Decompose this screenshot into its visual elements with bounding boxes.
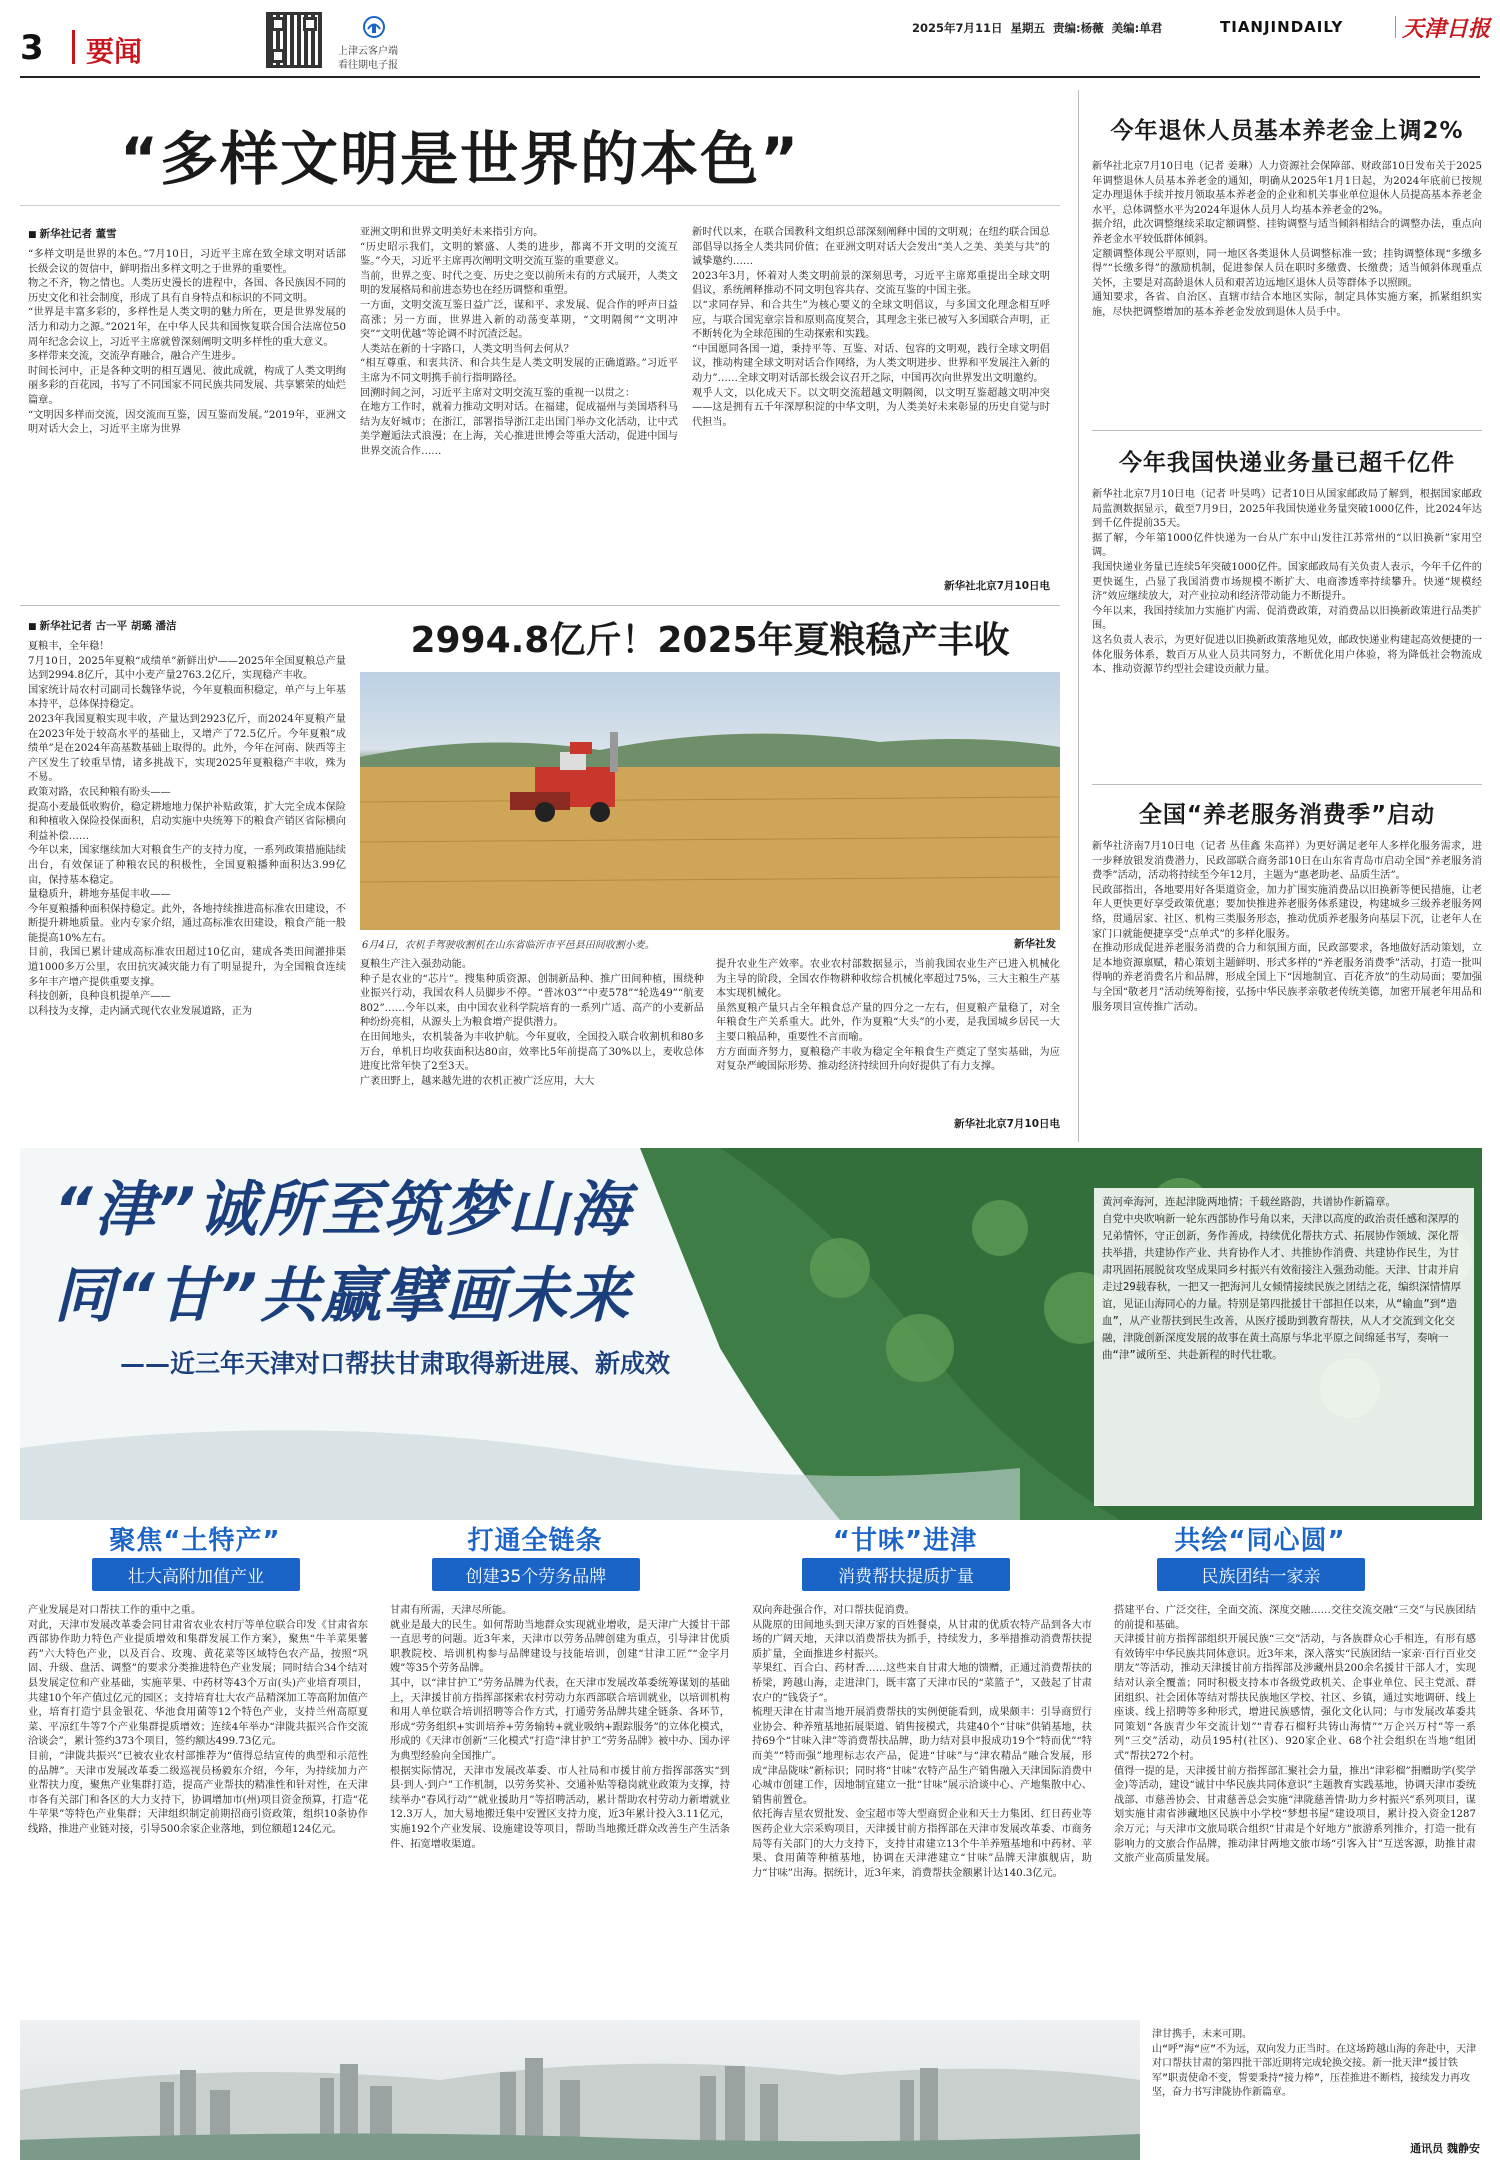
brand-divider [1395, 16, 1396, 38]
main-col-1: “多样文明是世界的本色。”7月10日，习近平主席在致全球文明对话部长级会议的贺信中，鲜明指出多样文明之于世界的重要性。 物之不齐，物之情也。人类历史漫长的进程中，各国、各民族因不同的历史文化和社会制度，形成了具有自身特点和标识的不同文明。 “世界是丰富多彩的，多样性是人类文明的魅力所在，更是世界发展的活力和动力之源。”2021年，在中华人民共和国恢复联合国合法席位50周年纪念会议上，习近平主席就曾深刻阐明文明多样性的重大意义。 多样带来交流，交流孕育融合，融合产生进步。 时间长河中，正是各种文明的相互遇见、彼此成就，构成了人类文明绚丽多彩的百花园，书写了不同国家不同民族共同发展、共享繁荣的灿烂篇章。 “文明因多样而交流，因交流而互鉴，因互鉴而发展。”2019年，亚洲文明对话大会上，习近平主席为世界 [28, 249, 346, 436]
page-header [0, 0, 1500, 76]
qr-caption-1: 上津云客户端 [338, 46, 398, 57]
express-rule [1092, 784, 1482, 785]
section-1-title: 聚焦“土特产” [109, 1526, 281, 1556]
city-photo [20, 2020, 1140, 2160]
section-2-subtitle: 创建35个劳务品牌 [432, 1558, 640, 1591]
grain-byline: ■ 新华社记者 古一平 胡璐 潘洁 [28, 618, 176, 633]
pension-body: 新华社北京7月10日电（记者 姜琳）人力资源社会保障部、财政部10日发布关于2025年调整退休人员基本养老金的通知，明确从2025年1月1日起，为2024年底前已按规定办理退休手续并按月领取基本养老金的企业和机关事业单位退休人员提高基本养老金水平，总体调整水平为2024年退休人员月人均基本养老金的2%。 据介绍，此次调整继续采取定额调整、挂钩调整与适当倾斜相结合的调整办法，重点向养老金水平较低群体倾斜。 定额调整体现公平原则，同一地区各类退休人员调整标准一致；挂钩调整体现“多缴多得”“长缴多得”的激励机制，促进参保人员在职时多缴费、长缴费；适当倾斜体现重点关怀，主要是对高龄退休人员和艰苦边远地区退休人员等群体予以照顾。 通知要求，各省、自治区、直辖市结合本地区实际，制定具体实施方案，抓紧组织实施，尽快把调整增加的基本养老金发放到退休人员手中。 [1092, 161, 1482, 318]
grain-col-1: 夏粮丰，全年稳！ 7月10日，2025年夏粮“成绩单”新鲜出炉——2025年全国夏粮总产量达到2994.8亿斤，其中小麦产量2763.2亿斤，实现稳产丰收。 国家统计局农村司副司长魏锋华说，今年夏粮面积稳定，单产与上年基本持平，总体保持稳定。 2023年我国夏粮实现丰收，产量达到2923亿斤，而2024年夏粮产量在2023年处于较高水平的基础上，又增产了72.5亿斤。今年夏粮“成绩单”是在2024年高基数基础上取得的。此外，今年在河南、陕西等主产区发生了较重旱情，诸多挑战下，实现2025年夏粮稳产丰收，殊为不易。 政策对路，农民种粮有盼头—— 提高小麦最低收购价，稳定耕地地力保护补贴政策，扩大完全成本保险和种植收入保险投保面积，启动实施中央统筹下的粮食产销区省际横向利益补偿…… 今年以来，国家继续加大对粮食生产的支持力度，一系列政策措施陆续出台，有效保证了种粮农民的积极性，全国夏粮播种面积达3.99亿亩，保持基本稳定。 量稳质升，耕地夯基促丰收—— 今年夏粮播种面积保持稳定。此外，各地持续推进高标准农田建设，不断提升耕地质量。业内专家介绍，通过高标准农田建设，粮食产能一般能提高10%左右。 目前，我国已累计建成高标准农田超过10亿亩，建成各类田间灌排渠道1000多万公里，农田抗灾减灾能力有了明显提升，为全国粮食连续多年丰产增产提供重要支撑。 科技创新，良种良机提单产—— 以科技为支撑，走内涵式现代农业发展道路，正为 [28, 641, 346, 1017]
section-2-body: 甘肃有所需，天津尽所能。 就业是最大的民生。如何帮助当地群众实现就业增收，是天津广大援甘干部一直思考的问题。近3年来，天津市以劳务品牌创建为重点，引导津甘优质职教院校、培训机构参与品牌建设与技能培训，创建“甘津工匠”“金字月嫂”等35个劳务品牌。 其中，以“津甘护工”劳务品牌为代表，在天津市发展改革委统筹谋划的基础上，天津援甘前方指挥部探索农村劳动力东西部联合培训就业，以培训机构和用人单位联合培训招聘等合作方式，打通劳务品牌共建全链条、各环节，形成“劳务组织+实训培养+劳务输转+就业吸纳+跟踪服务”的立体化模式，形成的《天津市创新“三化模式”打造“津甘护工”劳务品牌》被中办、国办评为典型经验向全国推广。 根据实际情况，天津市发展改革委、市人社局和市援甘前方指挥部落实“到县·到人·到户”工作机制，以劳务奖补、交通补贴等稳岗就业政策为支撑，持续举办“春风行动”“就业援助月”等招聘活动，累计帮助农村劳动力新增就业12.3万人，加大易地搬迁集中安置区支持力度，近3年累计投入3.11亿元，实施192个产业发展、设施建设等项目，帮助当地搬迁群众改善生产生活条件、拓宽增收渠道。 [390, 1605, 730, 1850]
grain-col-2: 夏粮生产注入强劲动能。 种子是农业的“芯片”。搜集种质资源、创制新品种、推广田间种植，围绕种业振兴行动，我国农科人员脚步不停。“普冰03”“中麦578”“轮选49”“航麦802”……今年以来，由中国农业科学院培育的一系列广适、高产的小麦新品种纷纷亮相，从源头上为粮食增产提供潜力。 在田间地头，农机装备为丰收护航。今年夏收，全国投入联合收割机和80多万台，单机日均收获面积达80亩，效率比5年前提高了30%以上，麦收总体进度比常年快了2至3天。 广袤田野上，越来越先进的农机正被广泛应用，大大 [360, 959, 704, 1087]
photo-credit: 新华社发 [1014, 938, 1056, 950]
main-article-title: “多样文明是世界的本色” [120, 125, 801, 193]
feature-closing: 津甘携手，未来可期。 山“呼”海“应”不为远，双向发力正当时。在这场跨越山海的奔赴中，天津对口帮扶甘肃的第四批干部近期将完成轮换交接。新一批天津“援甘铁军”职责使命不变，誓要秉持“接力棒”，压茬推进不断档，接续发力再攻坚，奋力书写津陇协作新篇章。 [1152, 2029, 1477, 2098]
pension-rule [1092, 430, 1482, 431]
main-col-2: 亚洲文明和世界文明美好未来指引方向。 “历史昭示我们，文明的繁盛、人类的进步，都离不开文明的交流互鉴。”今天，习近平主席再次阐明文明交流互鉴的重要意义。 当前，世界之变、时代之变、历史之变以前所未有的方式展开，人类文明的发展格局和前进态势也在经历调整和重塑。 一方面，文明交流互鉴日益广泛，谋和平、求发展、促合作的呼声日益高涨；另一方面，世界进入新的动荡变革期，“文明隔阂”“文明冲突”“文明优越”等论调不时沉渣泛起。 人类站在新的十字路口，人类文明当何去何从？ “相互尊重、和衷共济、和合共生是人类文明发展的正确道路。”习近平主席为不同文明携手前行指明路径。 回溯时间之河，习近平主席对文明交流互鉴的重视一以贯之： 在地方工作时，就着力推动文明对话。在福建，促成福州与美国塔科马结为友好城市；在浙江，部署指导浙江走出国门举办文化活动，让中式美学邂逅法式浪漫；在上海，关心推进世博会等重大活动，促进中国与世界交流合作…… [360, 227, 678, 457]
section-1-subtitle: 壮大高附加值产业 [92, 1558, 300, 1591]
main-bottom-rule [20, 605, 1060, 606]
qr-code[interactable] [266, 12, 322, 68]
feature-headline-1: “津”诚所至筑梦山海 [54, 1175, 632, 1245]
grain-title: 2994.8亿斤！2025年夏粮稳产丰收 [410, 620, 1010, 661]
header-rule [20, 76, 1480, 78]
section-4-title: 共绘“同心圆” [1174, 1526, 1346, 1556]
grain-dateline: 新华社北京7月10日电 [954, 1118, 1060, 1130]
section-name: 要闻 [86, 35, 143, 68]
express-body: 新华社北京7月10日电（记者 叶昊鸣）记者10日从国家邮政局了解到，根据国家邮政局监测数据显示，截至7月9日，2025年我国快递业务量突破1000亿件，比2024年达到千亿件提前35天。 据了解，今年第1000亿件快递为一台从广东中山发往江苏常州的“以旧换新”家用空调。 我国快递业务量已连续5年突破1000亿件。国家邮政局有关负责人表示，今年千亿件的更快诞生，凸显了我国消费市场规模不断扩大、电商渗透率持续攀升。快递“规模经济”效应继续放大，对产业拉动和经济带动能力不断提升。 今年以来，我国持续加力实施扩内需、促消费政策，对消费品以旧换新政策进行品类扩围。 这名负责人表示，为更好促进以旧换新政策落地见效，邮政快递业构建起高效便捷的一体化服务体系，数百万从业人员共同努力，不断优化用户体验，将为降低社会物流成本、推动资源节约型社会建设贡献力量。 [1092, 489, 1482, 676]
page-number-divider [72, 30, 75, 64]
feature-headline-2: 同“甘”共赢擘画未来 [54, 1261, 632, 1331]
feature-reporter: 通讯员 魏静安 [1410, 2142, 1480, 2155]
main-title-rule [20, 205, 1060, 206]
main-col-3: 新时代以来，在联合国教科文组织总部深刻阐释中国的文明观；在纽约联合国总部倡导以扬全人类共同价值；在亚洲文明对话大会发出“美人之美、美美与共”的诚挚邀约…… 2023年3月，怀着对人类文明前景的深刻思考，习近平主席郑重提出全球文明倡议，系统阐释推动不同文明包容共存、交流互鉴的中国主张。 以“求同存异、和合共生”为核心要义的全球文明倡议，与多国文化理念相互呼应，与联合国宪章宗旨和原则高度契合，其理念主张已被写入多国联合声明，正不断转化为全球范围的生动探索和实践。 “中国愿同各国一道，秉持平等、互鉴、对话、包容的文明观，践行全球文明倡议，推动构建全球文明对话合作网络，为人类文明进步、世界和平发展注入新的动力”……全球文明对话部长级会议召开之际，中国再次向世界发出文明邀约。 观乎人文，以化成天下。以文明交流超越文明隔阂，以文明互鉴超越文明冲突——这是拥有五千年深厚积淀的中华文明，为人类美好未来彰显的历史自觉与时代担当。 [692, 227, 1050, 428]
right-column-divider [1078, 90, 1079, 1142]
section-1-body: 产业发展是对口帮扶工作的重中之重。 对此，天津市发展改革委会同甘肃省农业农村厅等单位联合印发《甘肃省东西部协作助力特色产业提质增效和集群发展工作方案》，聚焦“牛羊菜果薯药”六大特色产业，以及百合、玫瑰、黄花菜等区域特色农产品，按照“巩固、升级、盘活、调整”的要求分类推进特色产业发展；同时结合34个结对县发展定位和产业基础，实施苹果、中药材等43个万亩(头)产业培育项目，共建10个年产值过亿元的园区；支持培育壮大农产品精深加工等高附加值产业，培育打造宁县金银花、华池食用菌等12个特色产业，支持兰州高原夏菜、平凉红牛等7个产业集群提质增效；连续4年举办“津陇共振兴合作交流洽谈会”，累计签约373个项目，签约额达499.73亿元。 目前，“津陇共振兴”已被农业农村部推荐为“值得总结宣传的典型和示范性的品牌”。天津市发展改革委二级巡视员杨毅东介绍，今年，为持续加力产业帮扶力度，聚焦产业集群打造，提高产业帮扶的精准性和针对性，在天津市各有关部门和各区的大力支持下，协调增加市(州)项目资金预算，打造“花牛苹果”等特色产业集群；天津组织制定前期招商引资政策，组织10条协作线路，推进产业链对接，引导500余家企业落地，到位额超124亿元。 [28, 1605, 368, 1835]
harvest-photo [360, 672, 1060, 930]
elderly-body: 新华社济南7月10日电（记者 丛佳鑫 朱高祥）为更好满足老年人多样化服务需求，进一步释放银发消费潜力，民政部联合商务部10日在山东省青岛市启动全国“养老服务消费季”活动，活动将持续至今年12月，主题为“惠老助老、品质生活”。 民政部指出，各地要用好各渠道资金，加力扩围实施消费品以旧换新等便民措施，让老年人更快更好享受政策优惠；要加快推进养老服务体系建设，构建城乡三级养老服务网络，贯通居家、社区、机构三类服务形态，推动优质养老服务向基层下沉，让老年人在家门口就能便捷享受“点单式”的多样化服务。 在推动形成促进养老服务消费的合力和氛围方面，民政部要求，各地做好活动策划，立足本地资源禀赋，精心策划主题鲜明、形式多样的“养老服务消费季”活动，打造一批叫得响的养老消费名片和品牌，形成全国上下“因地制宜、百花齐放”的生动局面；要加强与全国“敬老月”活动统筹衔接，弘扬中华民族孝亲敬老传统美德，加密开展老年用品和服务项目宣传推广活动。 [1092, 841, 1482, 1013]
section-3-title: “甘味”进津 [832, 1526, 978, 1556]
pension-title: 今年退休人员基本养老金上调2% [1110, 118, 1464, 144]
section-4-subtitle: 民族团结一家亲 [1157, 1558, 1365, 1591]
elderly-title: 全国“养老服务消费季”启动 [1138, 802, 1436, 828]
main-dateline: 新华社北京7月10日电 [944, 580, 1050, 592]
express-title: 今年我国快递业务量已超千亿件 [1119, 450, 1455, 476]
feature-subheadline: ——近三年天津对口帮扶甘肃取得新进展、新成效 [120, 1349, 671, 1378]
section-3-subtitle: 消费帮扶提质扩量 [802, 1558, 1010, 1591]
date-line: 2025年7月11日 星期五 责编:杨薇 美编:单君 [912, 21, 1163, 35]
section-4-body: 搭建平台、广泛交往，全面交流、深度交融……交往交流交融“三交”与民族团结的前提和基础。 天津援甘前方指挥部组织开展民族“三交”活动，与各族群众心手相连，有形有感有效铸牢中华民族共同体意识。近3年来，深入落实“民族团结一家亲·百行百业交朋友”等活动，推动天津援甘前方指挥部及涉藏州县200余名援甘干部人才，实现结对认亲全覆盖；同时积极支持本市各级党政机关、企事业单位、民主党派、群团组织、社会团体等结对帮扶民族地区学校、社区、乡镇，通过实地调研、线上座谈、线上招聘等多种形式，增进民族感情，强化文化认同；与市发展改革委共同策划“各族青少年交流计划”“青春石榴籽共铸山海情”“万企兴万村”等一系列“三交”活动，动员195村(社区)、920家企业、68个社会组织在当地“组团式”帮扶272个村。 值得一提的是，天津援甘前方指挥部汇聚社会力量，推出“津彩榴”捐赠助学(奖学金)等活动，建设“诚甘中华民族共同体意识”主题教育实践基地，协调天津市委统战部、市慈善协会、甘肃慈善总会实施“津陇慈善情·助力乡村振兴”系列项目，谋划实施甘肃省涉藏地区民族中小学校“梦想书屋”建设项目，累计投入资金1287余万元；与天津市文旅局联合组织“甘肃是个好地方”旅游系列推介，打造一批有影响力的文旅合作品牌，推动津甘两地文旅市场“引客入甘”互送客源，助推甘肃文旅产业高质量发展。 [1114, 1605, 1476, 1865]
main-byline: ■ 新华社记者 董雪 [28, 226, 117, 241]
section-2-title: 打通全链条 [467, 1526, 603, 1556]
section-3-body: 双向奔赴强合作，对口帮扶促消费。 从陇原的田间地头到天津万家的百姓餐桌，从甘肃的优质农特产品到各大市场的广阔天地，天津以消费帮扶为抓手，持续发力，多举措推动消费帮扶提质扩量，全面推进乡村振兴。 苹果红、百合白、药材香……这些来自甘肃大地的馈赠，正通过消费帮扶的桥梁，跨越山海，走进津门，既丰富了天津市民的“菜篮子”，又鼓起了甘肃农户的“钱袋子”。 梳理天津在甘肃当地开展消费帮扶的实例便能看到，成果颇丰：引导商贸行业协会、种养殖基地拓展渠道、销售接模式，共建40个“甘味”供销基地，扶持69个“甘味入津”等消费帮扶品牌，助力结对县申报成功19个“特而优”“特而美”“特而强”地理标志农产品，促进“甘味”与“津农精品”融合发展，形成“津品陇味”新标识；同时将“甘味”农特产品生产销售融入天津国际消费中心城市创建工作，因地制宜建立一批“甘味”展示洽谈中心、产地集散中心、销售前置仓。 依托海吉星农贸批发、金宝超市等大型商贸企业和天士力集团、红日药业等医药企业大宗采购项目，天津援甘前方指挥部在天津市发展改革委、市商务局等有关部门的大力支持下，支持甘肃建立13个牛羊养殖基地和中药材、苹果、食用菌等种植基地，协调在天津港建立“甘味”品牌天津旗舰店，助力“甘味”出海。据统计，近3年来，消费帮扶金额累计达140.3亿元。 [752, 1605, 1092, 1879]
photo-caption: 6月4日，农机手驾驶收割机在山东省临沂市平邑县田间收割小麦。 [362, 940, 655, 951]
grain-col-3: 提升农业生产效率。农业农村部数据显示，当前我国农业生产已进入机械化为主导的阶段，全国农作物耕种收综合机械化率超过75%，三大主粮生产基本实现机械化。 虽然夏粮产量只占全年粮食总产量的四分之一左右，但夏粮产量稳了，对全年粮食生产关系重大。此外，作为夏粮“大头”的小麦，是我国城乡居民一大主要口粮品种，重要性不言而喻。 方方面面齐努力，夏粮稳产丰收为稳定全年粮食生产奠定了坚实基础，为应对复杂严峻国际形势、推动经济持续回升向好提供了有力支撑。 [716, 959, 1060, 1073]
client-logo-icon [360, 16, 388, 38]
page-number: 3 [20, 28, 44, 68]
brand-cn: 天津日报 [1402, 16, 1491, 42]
qr-caption-2: 看往期电子报 [338, 60, 398, 71]
brand-en: TIANJINDAILY [1220, 18, 1344, 36]
feature-intro: 黄河牵海河，连起津陇两地情；千载丝路韵，共谱协作新篇章。 自党中央吹响新一轮东西部协作号角以来，天津以高度的政治责任感和深厚的兄弟情怀，守正创新，务作善成，持续优化帮扶方式、拓展协作领域、深化帮扶举措，共建协作产业、共育协作人才、共推协作消费、共建协作民生，为甘肃巩固拓展脱贫攻坚成果同乡村振兴有效衔接注入强劲动能。天津、甘肃并肩走过29载春秋，一把又一把海河儿女倾情接续民族之团结之花，编织深情情厚谊，见证山海同心的力量。特别是第四批援甘干部担任以来，从“输血”到“造血”，从产业帮扶到民生改善，从医疗援助到教育帮扶，从人才交流到文化交融，津陇创新深度发展的故事在黄土高原与华北平原之间绵延书写，奏响一曲“津”诚所至、共赴新程的时代壮歌。 [1094, 1188, 1474, 1506]
